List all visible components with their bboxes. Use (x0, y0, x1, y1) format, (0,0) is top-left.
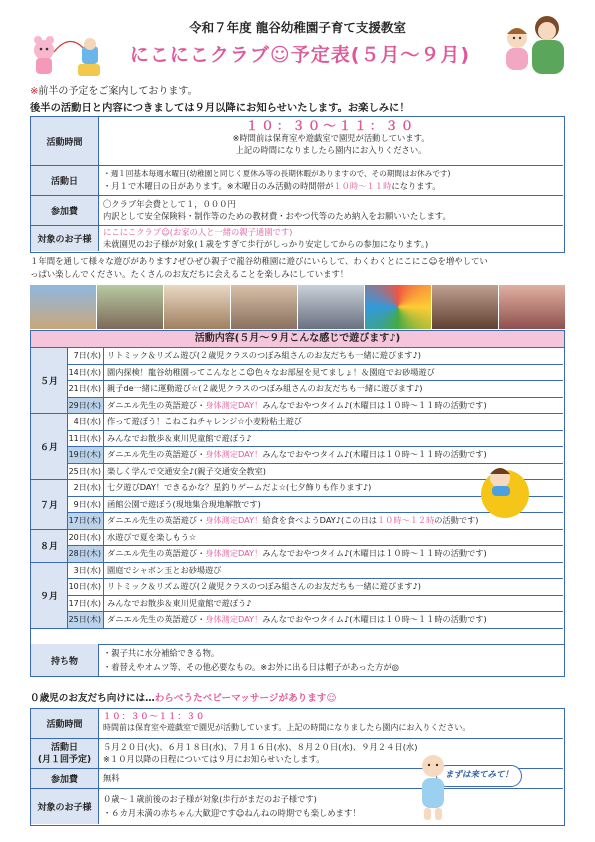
activity-date: 3日(水) (68, 563, 104, 579)
baby-heading-highlight: わらべうたベビーマッサージがあります☺ (154, 693, 337, 704)
photo-strip (30, 285, 565, 329)
time-cell (99, 117, 563, 166)
activity-text: 園庭でシャボン玉とお砂場遊び (107, 564, 222, 575)
toy-phone-illustration (30, 22, 105, 82)
photo-indoor (432, 285, 498, 329)
belongings-label: 持ち物 (31, 644, 99, 676)
baby-target-label: 対象のお子様 (31, 789, 99, 824)
intro-text: 前半の予定をご案内しております。 (38, 86, 198, 97)
activity-date: 14日(水) (68, 365, 104, 381)
activity-date: 19日(木) (68, 447, 104, 463)
target-line-2: 未就園児のお子様が対象(１歳をすぎて歩行がしっかり安定してからの参加になります。) (103, 239, 429, 249)
activity-date: 21日(水) (68, 381, 104, 397)
belongings-table (30, 644, 565, 677)
activity-date: 2日(水) (68, 480, 104, 496)
activity-date: 17日(木) (68, 513, 104, 529)
photo-parachute (365, 285, 431, 329)
activity-text: 楽しく学んで交通安全♪(親子交通安全教室) (107, 465, 266, 476)
belongings-cell (99, 645, 563, 675)
day-label: 活動日 (31, 166, 99, 196)
activity-text: リトミック＆リズム遊び(２歳児クラスのつぼみ組さんのお友だちも一緒に遊びます♪) (107, 581, 421, 591)
baby-target-cell (99, 789, 563, 824)
activity-text: ダニエル先生の英語遊び・身体測定DAY！みんなでおやつタイム♪(木曜日は１０時～１１時の活動です) (107, 449, 487, 459)
baby-fee-label: 参加費 (31, 769, 99, 789)
time-label: 活動時間 (31, 117, 99, 166)
intro-line-1 (30, 82, 198, 97)
activity-text: 親子de一緒に運動遊び☆(２歳児クラスのつぼみ組さんのお友だちも一緒に遊びます♪) (107, 383, 423, 393)
month-label: ５月 (31, 348, 68, 414)
baby-target-line-1: ０歳～１歳前後のお子様が対象(歩行がまだのお子様です) (103, 794, 317, 804)
target-line-1: にこにこクラブ☺(お家の人と一緒の親子通園です) (103, 227, 293, 237)
belongings-line-1: ・親子共に水分補給できる物。 (103, 648, 220, 658)
welcome-line-2: っぱい楽しんでください。たくさんのお友だちに会えることを楽しみにしています！ (30, 269, 349, 279)
activity-text: みんなでお散歩＆東川児童館で遊ぼう♪ (107, 432, 252, 443)
time-value: １０：３０～１１：３０ (245, 118, 417, 133)
activity-date: 28日(木) (68, 546, 104, 562)
activity-date: 9日(水) (68, 497, 104, 513)
activity-date: 10日(水) (68, 579, 104, 595)
baby-fee-cell: 無料 (99, 769, 563, 789)
welcome-text (30, 255, 565, 281)
activity-row (68, 579, 563, 596)
photo-sandbox (97, 285, 163, 329)
fee-line-2: 内訳として安全保険料・制作等のための教材費・おやつ代等のため納入をお願いいたします。 (103, 211, 451, 221)
activity-row (68, 546, 563, 563)
intro-line-2: 後半の活動日と内容につきましては９月以降にお知らせいたします。お楽しみに！ (30, 102, 410, 114)
baby-heading (30, 690, 336, 704)
activity-row (68, 530, 563, 547)
month-label: ８月 (31, 530, 68, 563)
activity-row (68, 596, 563, 613)
month-label: ７月 (31, 480, 68, 530)
activity-date: 4日(水) (68, 414, 104, 430)
child-ball-illustration (470, 460, 540, 520)
activity-text: 作って遊ぼう！こねこねチャレンジ☆小麦粉粘土遊び (107, 416, 302, 426)
activity-date: 17日(水) (68, 596, 104, 612)
baby-time-note: 時間前は保育室や遊戯室で園児が活動しています。上記の時間になりましたら園内にお入りください。 (103, 723, 471, 732)
day-line-1: ・週１回基本毎週水曜日(幼稚園と同じく夏休み等の長期休暇がありますので、その期間はお休みです) (103, 169, 451, 178)
photo-hall (298, 285, 364, 329)
activity-date: 25日(木) (68, 612, 104, 628)
activity-text: リトミック＆リズム遊び(２歳児クラスのつぼみ組さんのお友だちも一緒に遊びます♪) (107, 350, 421, 360)
baby-time-cell (99, 709, 563, 739)
activity-row (68, 381, 563, 398)
photo-classroom (164, 285, 230, 329)
activity-text: 七夕遊びDAY！できるかな？星釣りゲームだよ☆(七夕飾りも作ります♪) (107, 482, 372, 492)
activity-row (68, 365, 563, 382)
activity-row (68, 563, 563, 580)
activity-text: ダニエル先生の英語遊び・身体測定DAY！給食を食べようDAY♪(この日は１０時～１２時の活動です) (107, 515, 479, 525)
activity-date: 29日(木) (68, 398, 104, 414)
activity-row (68, 612, 563, 629)
photo-craft (231, 285, 297, 329)
speech-bubble: まずは来てみて！ (436, 765, 522, 787)
mother-baby-illustration (492, 10, 572, 78)
target-cell (99, 226, 563, 251)
welcome-line-1: １年間を通して様々な遊びがあります♪ぜひぜひ親子で龍谷幼稚園に遊びにいらして、わくわくとにこにこ☺を増やしてい (30, 256, 488, 266)
activity-text: 函館公園で遊ぼう(現地集合現地解散です) (107, 498, 261, 509)
activity-text: 園内探検！龍谷幼稚園ってこんなとこ☺色々なお部屋を見てましょ！＆園庭でお砂場遊び (107, 366, 435, 377)
target-label: 対象のお子様 (31, 226, 99, 251)
baby-time-value: １０：３０～１１：３０ (103, 711, 206, 721)
baby-heading-intro: ０歳児のお友だち向けには… (30, 693, 155, 704)
month-label: ６月 (31, 414, 68, 480)
activity-date: 20日(水) (68, 530, 104, 546)
fee-cell (99, 196, 563, 226)
activity-row (68, 414, 563, 431)
baby-day-label: 活動日 (月１回予定) (31, 739, 99, 769)
note-mark: ※ (30, 86, 39, 97)
page-title: にこにこクラブ☺予定表(５月～９月) (129, 44, 471, 66)
activity-text: ダニエル先生の英語遊び・身体測定DAY！みんなでおやつタイム♪(木曜日は１０時～１１時の活動です) (107, 614, 487, 624)
activity-row (68, 348, 563, 365)
activity-text: ダニエル先生の英語遊び・身体測定DAY！みんなでおやつタイム♪(木曜日は１０時～１１時の活動です) (107, 548, 487, 558)
photo-outdoor-play (30, 285, 96, 329)
time-note-2: 上記の時間になりましたら園内にお入りください。 (235, 145, 427, 155)
activity-date: 7日(水) (68, 348, 104, 364)
baby-target-line-2: ・６カ月未満の赤ちゃん大歓迎です☺ねんねの時期でも楽しめます！ (103, 808, 361, 818)
baby-illustration (418, 752, 448, 824)
day-cell (99, 166, 563, 196)
fee-label: 参加費 (31, 196, 99, 226)
activity-date: 11日(水) (68, 431, 104, 447)
organization-title: 令和７年度 龍谷幼稚園子育て支援教室 (189, 20, 406, 35)
activity-text: みんなでお散歩＆東川児童館で遊ぼう♪ (107, 597, 252, 608)
activity-text: ダニエル先生の英語遊び・身体測定DAY！みんなでおやつタイム♪(木曜日は１０時～１１時の活動です) (107, 399, 487, 410)
day-line-2: ・月１で木曜日の日があります。※木曜日のみ活動の時間帯が１０時～１１時になります。 (103, 181, 441, 191)
activity-date: 25日(水) (68, 464, 104, 480)
photo-play-mat (499, 285, 565, 329)
fee-line-1: 〇クラブ年会費として１，０００円 (103, 199, 236, 209)
belongings-line-2: ・着替えやオムツ等、その他必要なもの。※お外に出る日は帽子があった方が◎ (103, 662, 399, 672)
baby-day-line-2: ※１０月以降の日程については９月にお知らせいたします。 (103, 754, 325, 764)
activity-row (68, 431, 563, 448)
activity-text: 水遊びで夏を楽しもう☆ (107, 531, 197, 542)
activity-row (68, 398, 563, 415)
month-label: ９月 (31, 563, 68, 629)
time-note-1: ※時間前は保育室や遊戯室で園児が活動しています。 (232, 133, 430, 143)
baby-day-line-1: ５月２０日(火)、６月１８日(水)、７月１６日(水)、８月２０日(水)、９月２４日(水) (103, 742, 418, 752)
baby-time-label: 活動時間 (31, 709, 99, 739)
activities-heading: 活動内容(５月～９月こんな感じで遊びます♪) (30, 330, 565, 348)
info-table (30, 116, 565, 253)
